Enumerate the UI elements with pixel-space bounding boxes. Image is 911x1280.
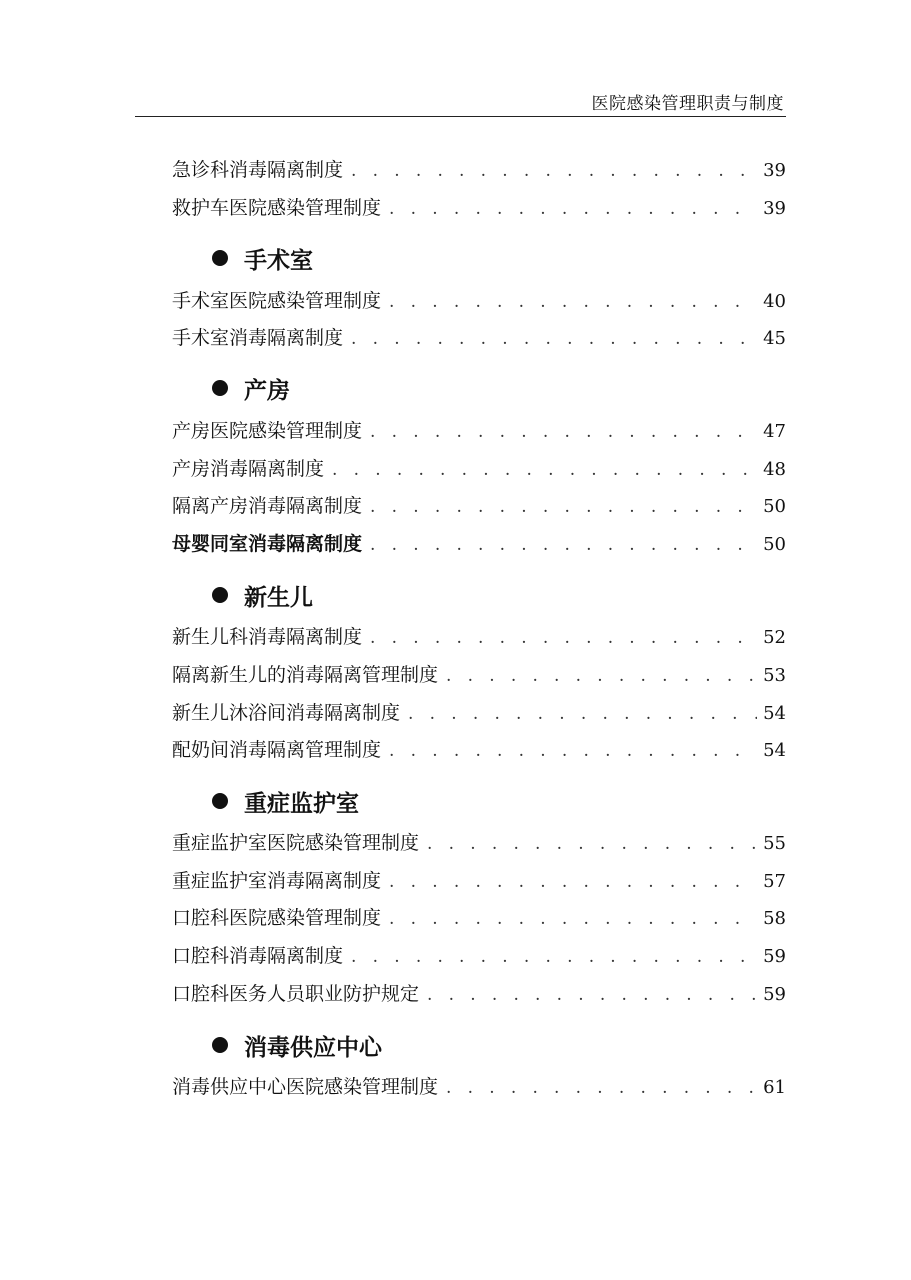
toc-entry-page: 58	[763, 908, 786, 929]
bullet-icon	[212, 587, 228, 603]
toc-entry-title: 手术室消毒隔离制度	[172, 327, 344, 349]
dot-leader	[351, 942, 757, 972]
toc-entry-title: 消毒供应中心医院感染管理制度	[172, 1076, 439, 1098]
dot-leader	[332, 455, 757, 485]
toc-entry-title: 新生儿沐浴间消毒隔离制度	[172, 702, 401, 724]
toc-entry-title: 配奶间消毒隔离管理制度	[172, 739, 382, 761]
toc-entry[interactable]	[172, 979, 786, 1009]
toc-section-heading	[212, 578, 313, 612]
toc-entry-page: 50	[763, 534, 786, 555]
toc-entry-title: 口腔科消毒隔离制度	[172, 945, 344, 967]
dot-leader	[408, 699, 757, 729]
toc-entry[interactable]	[172, 698, 786, 728]
toc-entry-page: 39	[763, 160, 786, 181]
dot-leader	[351, 156, 757, 186]
toc-section-title: 重症监护室	[244, 790, 359, 817]
toc-entry-page: 39	[763, 198, 786, 219]
toc-entry-title: 隔离产房消毒隔离制度	[172, 495, 363, 517]
toc-entry-page: 53	[763, 665, 786, 686]
toc-entry-page: 55	[763, 833, 786, 854]
toc-entry-title: 重症监护室消毒隔离制度	[172, 870, 382, 892]
toc-entry[interactable]	[172, 416, 786, 446]
toc-entry-title: 急诊科消毒隔离制度	[172, 159, 344, 181]
toc-entry[interactable]	[172, 903, 786, 933]
toc-entry-title: 隔离新生儿的消毒隔离管理制度	[172, 664, 439, 686]
toc-entry[interactable]	[172, 529, 786, 559]
toc-entry-title: 产房消毒隔离制度	[172, 458, 325, 480]
dot-leader	[370, 623, 757, 653]
toc-entry[interactable]	[172, 193, 786, 223]
toc-entry-page: 45	[763, 328, 786, 349]
toc-section-title: 新生儿	[244, 584, 313, 611]
header-rule	[135, 116, 786, 117]
dot-leader	[370, 492, 757, 522]
toc-entry-title: 母婴同室消毒隔离制度	[172, 533, 363, 555]
dot-leader	[370, 530, 757, 560]
toc-entry-title: 口腔科医务人员职业防护规定	[172, 983, 420, 1005]
dot-leader	[389, 287, 757, 317]
running-header-title: 医院感染管理职责与制度	[591, 94, 784, 114]
bullet-icon	[212, 793, 228, 809]
toc-entry[interactable]	[172, 622, 786, 652]
toc-entry-page: 47	[763, 421, 786, 442]
toc-entry-page: 59	[763, 984, 786, 1005]
toc-entry-page: 52	[763, 627, 786, 648]
toc-entry-title: 手术室医院感染管理制度	[172, 290, 382, 312]
dot-leader	[389, 904, 757, 934]
toc-entry-page: 61	[763, 1077, 786, 1098]
dot-leader	[389, 867, 757, 897]
toc-entry[interactable]	[172, 491, 786, 521]
toc-entry[interactable]	[172, 1072, 786, 1102]
toc-entry-page: 40	[763, 291, 786, 312]
toc-entry-title: 重症监护室医院感染管理制度	[172, 832, 420, 854]
dot-leader	[389, 736, 757, 766]
toc-entry[interactable]	[172, 454, 786, 484]
toc-entry-title: 产房医院感染管理制度	[172, 420, 363, 442]
toc-entry[interactable]	[172, 828, 786, 858]
bullet-icon	[212, 380, 228, 396]
dot-leader	[427, 829, 757, 859]
toc-entry[interactable]	[172, 735, 786, 765]
toc-entry-page: 57	[763, 871, 786, 892]
toc-entry-page: 54	[763, 740, 786, 761]
toc-section-title: 产房	[244, 377, 290, 404]
toc-section-heading	[212, 241, 313, 275]
toc-section-title: 手术室	[244, 247, 313, 274]
toc-entry-title: 新生儿科消毒隔离制度	[172, 626, 363, 648]
toc-entry[interactable]	[172, 323, 786, 353]
toc-entry[interactable]	[172, 286, 786, 316]
toc-entry-page: 59	[763, 946, 786, 967]
toc-section-title: 消毒供应中心	[244, 1034, 382, 1061]
dot-leader	[351, 324, 757, 354]
toc-entry-page: 54	[763, 703, 786, 724]
toc-section-heading	[212, 1028, 382, 1062]
dot-leader	[389, 194, 757, 224]
toc-section-heading	[212, 371, 290, 405]
toc-entry[interactable]	[172, 660, 786, 690]
toc-entry[interactable]	[172, 941, 786, 971]
toc-section-heading	[212, 784, 359, 818]
toc-entry[interactable]	[172, 155, 786, 185]
toc-entry-page: 50	[763, 496, 786, 517]
dot-leader	[446, 1073, 757, 1103]
dot-leader	[370, 417, 757, 447]
dot-leader	[427, 980, 757, 1010]
toc-entry-title: 口腔科医院感染管理制度	[172, 907, 382, 929]
toc-entry[interactable]	[172, 866, 786, 896]
toc-entry-page: 48	[763, 459, 786, 480]
bullet-icon	[212, 250, 228, 266]
dot-leader	[446, 661, 757, 691]
bullet-icon	[212, 1037, 228, 1053]
toc-entry-title: 救护车医院感染管理制度	[172, 197, 382, 219]
